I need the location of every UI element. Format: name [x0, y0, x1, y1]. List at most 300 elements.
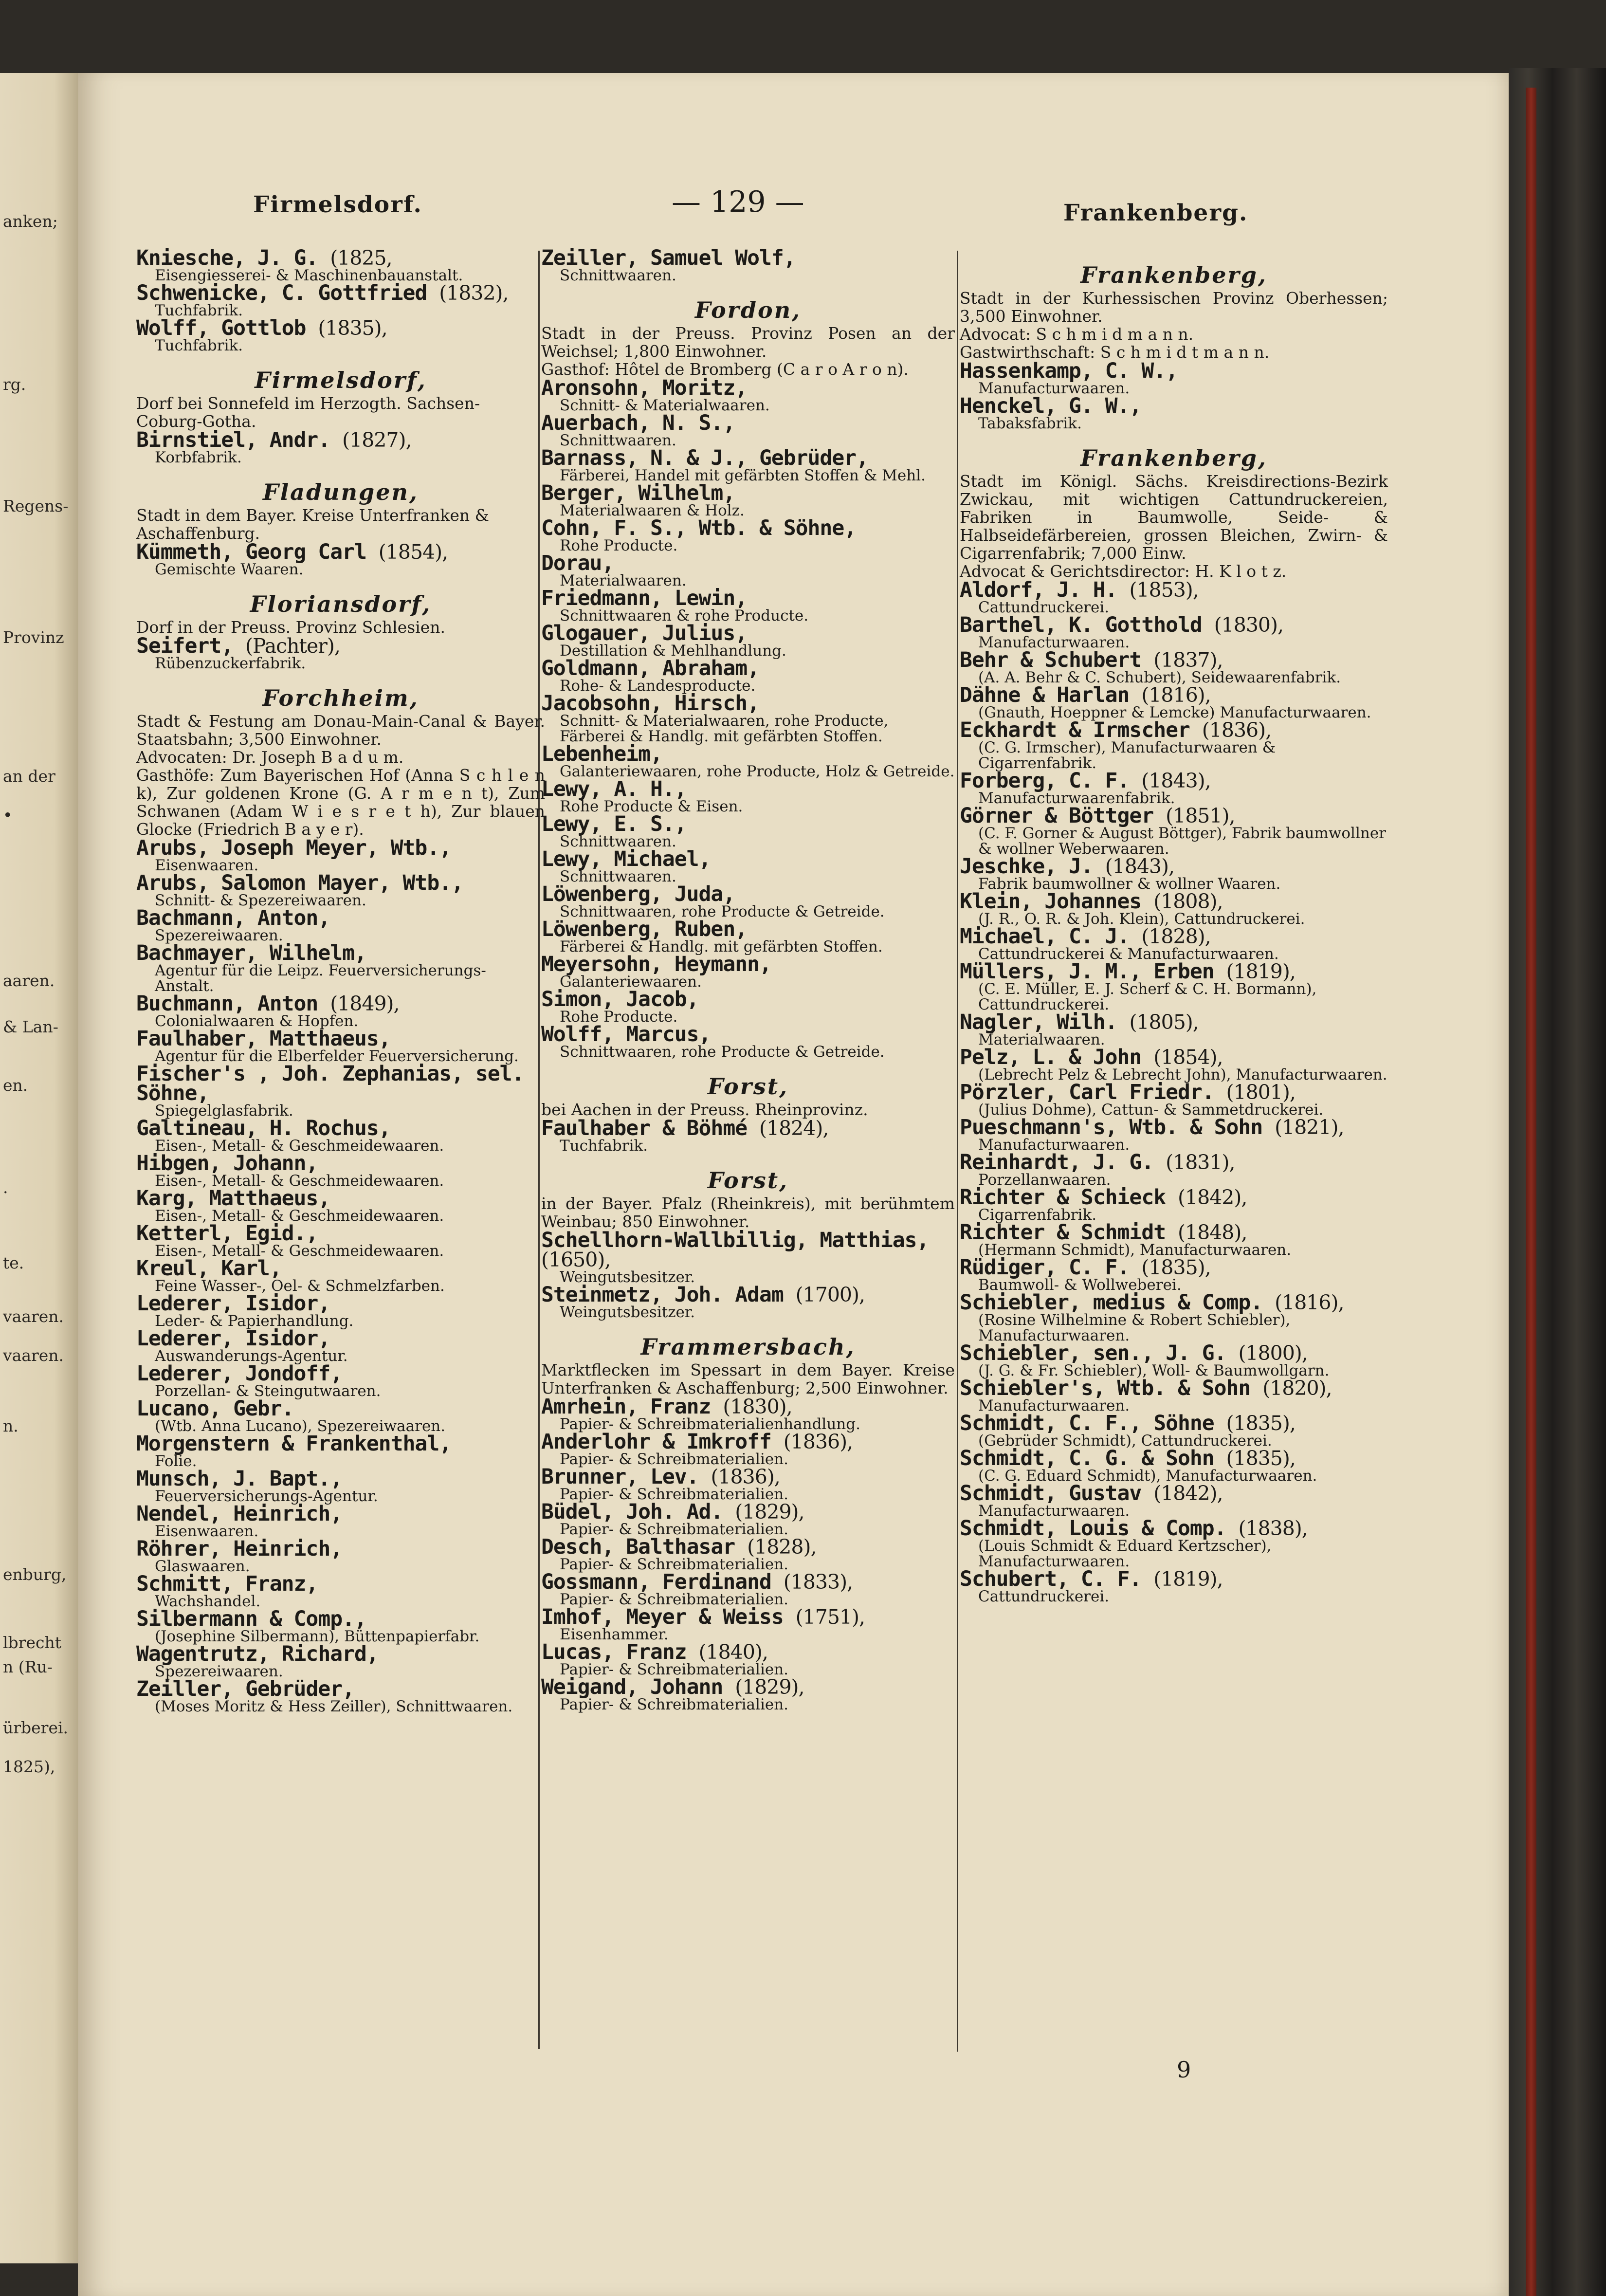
- entry-description: Gemischte Waaren.: [155, 561, 304, 578]
- entry-year: (1830),: [1214, 613, 1284, 637]
- entry-description: (Hermann Schmidt), Manufacturwaaren.: [978, 1241, 1292, 1259]
- directory-entry: [541, 248, 955, 283]
- entry-description: Eisenhammer.: [560, 1626, 669, 1643]
- entry-year: (1827),: [342, 428, 412, 452]
- entry-description: Tabaksfabrik.: [978, 415, 1082, 432]
- place-heading: Forst,: [707, 1073, 789, 1100]
- entry-description: (Gebrüder Schmidt), Cattundruckerei.: [978, 1432, 1272, 1450]
- directory-entry: [960, 1220, 1388, 1259]
- entry-name: Faulhaber & Böhmé: [541, 1116, 748, 1140]
- entry-year: (1840),: [698, 1640, 768, 1664]
- entry-name: Weigand, Johann: [541, 1675, 723, 1699]
- entry-name: Klein, Johannes: [960, 889, 1142, 914]
- entry-year: (1836),: [1202, 718, 1272, 742]
- entry-description: Leder- & Papierhandlung.: [155, 1312, 354, 1330]
- entry-name: Röhrer, Heinrich,: [136, 1537, 343, 1561]
- entry-name: Buchmann, Anton: [136, 992, 318, 1016]
- entry-description: Materialwaaren.: [560, 572, 687, 589]
- directory-entry: [541, 518, 955, 553]
- directory-entry: [541, 744, 955, 779]
- entry-name: Dorau,: [541, 551, 614, 575]
- place-description: Stadt in der Preuss. Provinz Posen an der Weichsel; 1,800 Einwohner.: [541, 324, 955, 361]
- entry-description: (Louis Schmidt & Eduard Kertzscher), Manufacturwaaren.: [978, 1537, 1272, 1570]
- entry-year: (1835),: [1141, 1256, 1211, 1279]
- directory-entry: [541, 483, 955, 518]
- directory-entry: [136, 1469, 545, 1504]
- entry-description: Porzellan- & Steingutwaaren.: [155, 1382, 381, 1400]
- entry-description: (C. F. Gorner & August Böttger), Fabrik baumwollner & wollner Weberwaaren.: [978, 825, 1386, 858]
- entry-description: Spiegelglasfabrik.: [155, 1102, 293, 1120]
- place-description: Stadt in der Kurhessischen Provinz Oberhessen; 3,500 Einwohner.: [960, 289, 1388, 326]
- left-page-fragment: anken;: [3, 212, 58, 231]
- directory-entry: [541, 1677, 955, 1712]
- directory-entry: [541, 1228, 955, 1286]
- entry-name: Görner & Böttger: [960, 804, 1154, 828]
- directory-entry: [136, 1291, 545, 1330]
- directory-entry: [960, 889, 1388, 928]
- directory-entry: [960, 720, 1388, 771]
- entry-name: Richter & Schmidt: [960, 1220, 1166, 1245]
- entry-description: Papier- & Schreibmaterialien.: [560, 1521, 789, 1538]
- entry-description: Spezereiwaaren.: [155, 927, 283, 944]
- entry-name: Lederer, Isidor,: [136, 1291, 330, 1316]
- place-description: Advocaten: Dr. Joseph B a d u m.: [136, 748, 404, 767]
- directory-entry: [960, 396, 1388, 431]
- entry-name: Pörzler, Carl Friedr.: [960, 1080, 1214, 1104]
- entry-year: (1808),: [1153, 890, 1223, 913]
- place-description: Dorf bei Sonnefeld im Herzogth. Sachsen-: [136, 394, 480, 413]
- directory-entry: [541, 1502, 955, 1537]
- entry-description: Schnittwaaren, rohe Producte & Getreide.: [560, 1043, 885, 1061]
- entry-name: Schmidt, C. G. & Sohn: [960, 1446, 1214, 1470]
- left-page-fragment: te.: [3, 1253, 24, 1272]
- entry-name: Lederer, Jondoff,: [136, 1361, 343, 1386]
- entry-description: Materialwaaren & Holz.: [560, 502, 745, 519]
- entry-name: Kümmeth, Georg Carl: [136, 540, 366, 564]
- entry-name: Lewy, Michael,: [541, 847, 711, 871]
- entry-description: (A. A. Behr & C. Schubert), Seidewaarenfabrik.: [978, 669, 1341, 686]
- entry-year: (1828),: [1141, 925, 1211, 948]
- entry-name: Lewy, E. S.,: [541, 812, 687, 836]
- entry-description: Rohe Producte.: [560, 537, 678, 554]
- column-3: [960, 248, 1388, 1604]
- directory-entry: [960, 1115, 1388, 1154]
- entry-name: Aronsohn, Moritz,: [541, 376, 748, 400]
- entry-description: Agentur für die Elberfelder Feuerversicherung.: [155, 1047, 519, 1065]
- directory-entry: [541, 1642, 955, 1677]
- entry-description: Färberei, Handel mit gefärbten Stoffen & Mehl.: [560, 467, 926, 484]
- entry-description: Baumwoll- & Wollweberei.: [978, 1276, 1182, 1294]
- entry-year: (1848),: [1178, 1221, 1247, 1244]
- entry-description: Eisen-, Metall- & Geschmeidewaaren.: [155, 1242, 444, 1260]
- entry-year: (1843),: [1141, 769, 1211, 792]
- entry-name: Gossmann, Ferdinand: [541, 1570, 771, 1594]
- left-page-fragment: .: [3, 1178, 8, 1197]
- entry-name: Berger, Wilhelm,: [541, 481, 735, 505]
- entry-description: (C. G. Irmscher), Manufacturwaaren & Cigarrenfabrik.: [978, 739, 1276, 772]
- directory-entry: [136, 1504, 545, 1539]
- entry-name: Kreul, Karl,: [136, 1256, 282, 1281]
- directory-entry: [960, 1378, 1388, 1414]
- entry-name: Nendel, Heinrich,: [136, 1502, 343, 1526]
- entry-name: Seifert,: [136, 634, 234, 658]
- entry-year: (1842),: [1178, 1186, 1247, 1209]
- entry-year: (1836),: [711, 1465, 780, 1488]
- place-description: Stadt & Festung am Donau-Main-Canal & Bayer. Staatsbahn; 3,500 Einwohner.: [136, 712, 545, 749]
- entry-name: Dähne & Harlan: [960, 683, 1130, 707]
- directory-entry: [541, 621, 955, 660]
- entry-name: Löwenberg, Juda,: [541, 882, 735, 906]
- entry-description: Glaswaaren.: [155, 1558, 250, 1575]
- directory-entry: [960, 1080, 1388, 1119]
- place-description: Dorf in der Preuss. Provinz Schlesien.: [136, 618, 445, 637]
- entry-description: (Lebrecht Pelz & Lebrecht John), Manufacturwaaren.: [978, 1066, 1387, 1084]
- directory-entry: [136, 1539, 545, 1574]
- directory-entry: [136, 1679, 545, 1714]
- directory-entry: [541, 691, 955, 745]
- entry-name: Simon, Jacob,: [541, 987, 699, 1011]
- entry-description: Rohe Producte.: [560, 1008, 678, 1026]
- directory-entry: [136, 1434, 545, 1469]
- entry-name: Zeiller, Gebrüder,: [136, 1677, 354, 1701]
- entry-name: Hassenkamp, C. W.,: [960, 359, 1178, 383]
- entry-name: Michael, C. J.: [960, 924, 1130, 949]
- entry-name: Zeiller, Samuel Wolf,: [541, 246, 796, 270]
- entry-description: Papier- & Schreibmaterialien.: [560, 1591, 789, 1608]
- entry-description: Colonialwaaren & Hopfen.: [155, 1012, 359, 1030]
- directory-entry: [136, 283, 545, 318]
- left-page-fragment: an der: [3, 767, 55, 786]
- directory-entry: [541, 779, 955, 814]
- directory-entry: [136, 248, 545, 283]
- place-description: Aschaffenburg.: [136, 524, 260, 543]
- entry-name: Schmidt, C. F., Söhne: [960, 1411, 1214, 1435]
- entry-description: Feuerversicherungs-Agentur.: [155, 1488, 378, 1505]
- entry-description: Manufacturwaaren.: [978, 1397, 1130, 1414]
- directory-entry: [960, 1290, 1388, 1344]
- entry-description: Eisenwaaren.: [155, 857, 259, 874]
- directory-entry: [136, 542, 545, 577]
- place-heading: Floriansdorf,: [250, 591, 432, 617]
- entry-description: Eisenwaaren.: [155, 1523, 259, 1540]
- entry-name: Wolff, Gottlob: [136, 316, 306, 340]
- entry-description: (J. R., O. R. & Joh. Klein), Cattundruckerei.: [978, 910, 1305, 928]
- entry-year: (1854),: [378, 540, 448, 564]
- left-page-fragment: rg.: [3, 375, 26, 394]
- signature-mark: 9: [1177, 2057, 1191, 2083]
- directory-entry: [960, 1343, 1388, 1378]
- entry-name: Bachmann, Anton,: [136, 906, 330, 930]
- entry-name: Birnstiel, Andr.: [136, 428, 330, 452]
- place-description: Gasthof: Hôtel de Bromberg (C a r o A r o n).: [541, 360, 909, 379]
- left-page-fragment: Provinz: [3, 628, 64, 647]
- directory-entry: [541, 1467, 955, 1502]
- entry-description: Schnittwaaren & rohe Producte.: [560, 607, 809, 625]
- entry-name: Brunner, Lev.: [541, 1465, 699, 1489]
- entry-name: Schiebler's, Wtb. & Sohn: [960, 1376, 1251, 1400]
- entry-description: Eisen-, Metall- & Geschmeidewaaren.: [155, 1207, 444, 1225]
- entry-name: Glogauer, Julius,: [541, 621, 748, 645]
- entry-name: Schubert, C. F.: [960, 1567, 1142, 1591]
- directory-entry: [960, 580, 1388, 615]
- place-description: in der Bayer. Pfalz (Rheinkreis), mit berühmtem Weinbau; 850 Einwohner.: [541, 1194, 955, 1231]
- entry-description: Eisen-, Metall- & Geschmeidewaaren.: [155, 1172, 444, 1190]
- column-1: [136, 248, 545, 1714]
- directory-entry: [541, 1607, 955, 1642]
- left-page-fragment: lbrecht: [3, 1633, 61, 1652]
- entry-name: Arubs, Salomon Mayer, Wtb.,: [136, 871, 463, 895]
- entry-description: Porzellanwaaren.: [978, 1171, 1111, 1189]
- entry-description: Auswanderungs-Agentur.: [155, 1347, 348, 1365]
- spine-red-band: [1526, 88, 1536, 2296]
- entry-name: Löwenberg, Ruben,: [541, 917, 748, 941]
- place-description: Stadt im Königl. Sächs. Kreisdirections-Bezirk Zwickau, mit wichtigen Cattundruckereien, Fabriken in Baumwolle, Seide- & Halbseidefärbereien, grossen Bleichen, Zwirn- & Cigarrenfabrik; 7,000 Einw.: [960, 472, 1388, 563]
- entry-year: (1835),: [1226, 1447, 1296, 1470]
- entry-description: Färberei & Handlg. mit gefärbten Stoffen.: [560, 938, 883, 955]
- entry-description: (Gnauth, Hoeppner & Lemcke) Manufacturwaaren.: [978, 704, 1371, 721]
- entry-year: (1832),: [439, 281, 509, 305]
- entry-year: (1842),: [1153, 1482, 1223, 1505]
- entry-description: Fabrik baumwollner & wollner Waaren.: [978, 875, 1281, 893]
- entry-description: Papier- & Schreibmaterialien.: [560, 1556, 789, 1573]
- entry-name: Müllers, J. M., Erben: [960, 959, 1214, 984]
- directory-entry: [541, 553, 955, 588]
- entry-year: (1853),: [1129, 578, 1199, 602]
- entry-name: Cohn, F. S., Wtb. & Söhne,: [541, 516, 857, 540]
- directory-entry: [136, 1064, 545, 1119]
- place-heading: Frankenberg,: [1080, 445, 1267, 471]
- left-page-fragment: vaaren.: [3, 1307, 64, 1326]
- entry-description: (Julius Dohme), Cattun- & Sammetdruckerei.: [978, 1101, 1324, 1119]
- entry-description: Eisen-, Metall- & Geschmeidewaaren.: [155, 1137, 444, 1155]
- entry-year: (1821),: [1275, 1116, 1344, 1139]
- entry-name: Richter & Schieck: [960, 1185, 1166, 1210]
- entry-name: Ketterl, Egid.,: [136, 1221, 318, 1246]
- entry-year: (1816),: [1141, 683, 1211, 707]
- directory-entry: [136, 1029, 545, 1064]
- directory-entry: [960, 1047, 1388, 1083]
- entry-description: Feine Wasser-, Oel- & Schmelzfarben.: [155, 1277, 445, 1295]
- place-description: Advocat & Gerichtsdirector: H. K l o t z.: [960, 562, 1287, 581]
- directory-entry: [960, 854, 1388, 893]
- entry-year: (1700),: [795, 1283, 865, 1306]
- directory-entry: [541, 919, 955, 955]
- entry-year: (1825,: [330, 246, 392, 270]
- entry-description: Manufacturwaarenfabrik.: [978, 790, 1175, 807]
- directory-entry: [136, 943, 545, 994]
- entry-name: Auerbach, N. S.,: [541, 411, 735, 435]
- left-page-fragment: vaaren.: [3, 1346, 64, 1365]
- left-page-fragment: ürberei.: [3, 1718, 69, 1737]
- entry-name: Jeschke, J.: [960, 854, 1093, 879]
- entry-name: Amrhein, Franz: [541, 1395, 711, 1419]
- directory-entry: [960, 1255, 1388, 1294]
- entry-description: Materialwaaren.: [978, 1031, 1105, 1048]
- left-page-fragment: Regens-: [3, 496, 69, 515]
- entry-name: Rüdiger, C. F.: [960, 1255, 1130, 1280]
- entry-name: Reinhardt, J. G.: [960, 1150, 1154, 1175]
- entry-description: (C. G. Eduard Schmidt), Manufacturwaaren.: [978, 1467, 1317, 1485]
- left-page-fragment: •: [3, 806, 13, 825]
- directory-entry: [136, 994, 545, 1029]
- entry-description: Manufacturwaaren.: [978, 634, 1130, 651]
- entry-year: (Pachter),: [245, 634, 340, 658]
- entry-name: Lucano, Gebr.: [136, 1396, 294, 1421]
- directory-entry: [541, 1022, 955, 1061]
- entry-description: Cattundruckerei & Manufacturwaaren.: [978, 945, 1279, 963]
- entry-description: Tuchfabrik.: [155, 302, 243, 319]
- entry-description: Galanteriewaaren.: [560, 973, 702, 991]
- entry-description: (Moses Moritz & Hess Zeiller), Schnittwaaren.: [155, 1698, 513, 1715]
- directory-entry: [136, 430, 545, 465]
- entry-name: Büdel, Joh. Ad.: [541, 1500, 723, 1524]
- entry-description: Cattundruckerei.: [978, 599, 1110, 616]
- entry-description: Schnittwaaren.: [560, 833, 676, 850]
- place-heading: Frammersbach,: [640, 1334, 856, 1360]
- directory-entry: [136, 873, 545, 908]
- entry-year: (1824),: [759, 1117, 829, 1140]
- entry-name: Arubs, Joseph Meyer, Wtb.,: [136, 836, 452, 860]
- entry-name: Meyersohn, Heymann,: [541, 952, 771, 976]
- entry-description: Schnittwaaren.: [560, 267, 676, 284]
- entry-description: Destillation & Mehlhandlung.: [560, 642, 786, 660]
- entry-year: (1843),: [1105, 855, 1175, 878]
- directory-entry: [136, 1609, 545, 1644]
- directory-entry: [136, 1256, 545, 1295]
- directory-entry: [960, 1516, 1388, 1570]
- directory-entry: [960, 1150, 1388, 1189]
- entry-name: Imhof, Meyer & Weiss: [541, 1605, 784, 1629]
- entry-name: Morgenstern & Frankenthal,: [136, 1432, 452, 1456]
- entry-year: (1816),: [1275, 1291, 1344, 1314]
- directory-entry: [541, 849, 955, 884]
- entry-description: (Josephine Silbermann), Büttenpapierfabr.: [155, 1628, 480, 1645]
- entry-description: (Wtb. Anna Lucano), Spezereiwaaren.: [155, 1417, 446, 1435]
- entry-year: (1751),: [795, 1605, 865, 1629]
- place-heading: Fordon,: [694, 297, 802, 323]
- entry-description: Rohe- & Landesproducte.: [560, 677, 756, 695]
- entry-name: Schmitt, Franz,: [136, 1572, 318, 1596]
- directory-entry: [541, 1572, 955, 1607]
- entry-description: Schnitt- & Materialwaaren, rohe Producte, Färberei & Handlg. mit gefärbten Stoffen.: [560, 712, 889, 745]
- entry-name: Schellhorn-Wallbillig, Matthias,: [541, 1228, 929, 1252]
- entry-year: (1849),: [330, 992, 400, 1015]
- entry-year: (1851),: [1166, 804, 1235, 827]
- entry-name: Silbermann & Comp.,: [136, 1607, 366, 1631]
- directory-entry: [541, 1116, 955, 1155]
- directory-entry: [541, 378, 955, 413]
- entry-year: (1831),: [1166, 1151, 1235, 1174]
- column-rule-2: [957, 251, 958, 2052]
- page-number: — 129 —: [672, 185, 804, 219]
- directory-entry: [541, 448, 955, 483]
- entry-description: Manufacturwaaren.: [978, 1136, 1130, 1154]
- directory-entry: [541, 1537, 955, 1572]
- left-page-fragment: en.: [3, 1076, 28, 1095]
- entry-name: Schmidt, Gustav: [960, 1481, 1142, 1506]
- book-spine: [1509, 68, 1606, 2296]
- entry-name: Wolff, Marcus,: [541, 1022, 711, 1047]
- directory-entry: [136, 1396, 545, 1435]
- entry-name: Galtineau, H. Rochus,: [136, 1116, 391, 1140]
- directory-entry: [960, 1569, 1388, 1604]
- directory-entry: [541, 884, 955, 919]
- entry-description: Korbfabrik.: [155, 449, 242, 466]
- entry-description: Papier- & Schreibmaterialien.: [560, 1451, 789, 1468]
- place-description: Gastwirthschaft: S c h m i d t m a n n.: [960, 343, 1270, 362]
- entry-description: Rübenzuckerfabrik.: [155, 655, 306, 672]
- place-heading: Frankenberg,: [1080, 262, 1267, 288]
- entry-year: (1650),: [541, 1248, 611, 1271]
- directory-entry: [136, 1574, 545, 1609]
- directory-entry: [136, 1116, 545, 1155]
- entry-description: Manufacturwaaren.: [978, 380, 1130, 397]
- entry-description: Papier- & Schreibmaterialien.: [560, 1696, 789, 1713]
- place-description: Gasthöfe: Zum Bayerischen Hof (Anna S c h l e n k), Zur goldenen Krone (G. A r m e n t), Zum Schwanen (Adam W i e s r e t h), Zur blauen Glocke (Friedrich B a y e r).: [136, 766, 545, 839]
- entry-year: (1835),: [318, 316, 387, 340]
- entry-name: Faulhaber, Matthaeus,: [136, 1027, 391, 1051]
- entry-name: Forberg, C. F.: [960, 769, 1130, 793]
- entry-description: Cigarrenfabrik.: [978, 1206, 1097, 1224]
- entry-name: Schiebler, sen., J. G.: [960, 1341, 1226, 1365]
- entry-description: Schnittwaaren, rohe Producte & Getreide.: [560, 903, 885, 920]
- directory-entry: [136, 1644, 545, 1679]
- running-head-left: Firmelsdorf.: [253, 191, 422, 218]
- entry-name: Munsch, J. Bapt.,: [136, 1467, 343, 1491]
- entry-name: Lucas, Franz: [541, 1640, 687, 1664]
- entry-description: Schnitt- & Materialwaaren.: [560, 397, 770, 414]
- place-heading: Firmelsdorf,: [255, 367, 427, 393]
- entry-name: Pelz, L. & John: [960, 1045, 1142, 1069]
- entry-description: Schnittwaaren.: [560, 432, 676, 449]
- entry-name: Karg, Matthaeus,: [136, 1186, 330, 1211]
- entry-name: Jacobsohn, Hirsch,: [541, 691, 759, 716]
- entry-name: Hibgen, Johann,: [136, 1151, 318, 1176]
- entry-year: (1854),: [1153, 1046, 1223, 1069]
- directory-entry: [541, 1285, 955, 1320]
- entry-name: Lewy, A. H.,: [541, 777, 687, 801]
- entry-description: (C. E. Müller, E. J. Scherf & C. H. Bormann), Cattundruckerei.: [978, 980, 1317, 1013]
- entry-description: Agentur für die Leipz. Feuerversicherungs-Anstalt.: [155, 962, 486, 995]
- place-heading: Forchheim,: [262, 685, 419, 711]
- directory-entry: [541, 413, 955, 448]
- entry-name: Anderlohr & Imkroff: [541, 1430, 771, 1454]
- directory-entry: [960, 1012, 1388, 1047]
- directory-entry: [136, 1361, 545, 1400]
- place-heading: Forst,: [707, 1167, 789, 1194]
- running-head-right: Frankenberg.: [1063, 200, 1248, 226]
- directory-entry: [136, 1186, 545, 1225]
- entry-name: Wagentrutz, Richard,: [136, 1642, 379, 1666]
- entry-name: Desch, Balthasar: [541, 1535, 735, 1559]
- directory-entry: [541, 656, 955, 695]
- directory-entry: [541, 952, 955, 991]
- entry-description: Galanteriewaaren, rohe Producte, Holz & Getreide.: [560, 763, 955, 780]
- entry-year: (1838),: [1238, 1517, 1308, 1540]
- directory-entry: [541, 1432, 955, 1467]
- entry-year: (1828),: [747, 1535, 817, 1559]
- directory-entry: [960, 959, 1388, 1013]
- directory-entry: [541, 1397, 955, 1432]
- left-page-fragment: n.: [3, 1416, 18, 1435]
- directory-entry: [541, 588, 955, 624]
- entry-description: Manufacturwaaren.: [978, 1502, 1130, 1520]
- place-heading: Fladungen,: [263, 479, 419, 505]
- directory-entry: [960, 1411, 1388, 1450]
- entry-description: Eisengiesserei- & Maschinenbauanstalt.: [155, 267, 463, 284]
- entry-description: Cattundruckerei.: [978, 1588, 1110, 1605]
- place-description: Stadt in dem Bayer. Kreise Unterfranken &: [136, 506, 490, 525]
